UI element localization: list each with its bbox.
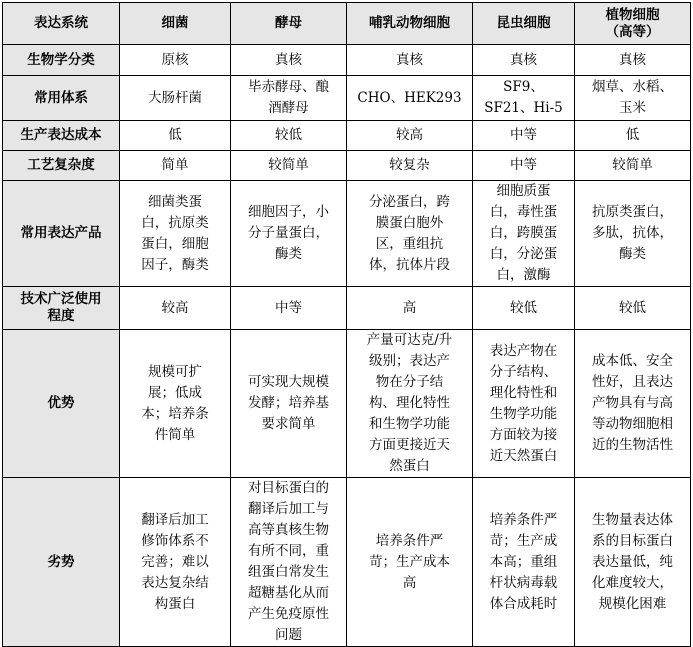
table-cell: 细胞因子，小 分子量蛋白， 酶类 <box>231 181 347 287</box>
table-cell: 对目标蛋白的 翻译后加工与 高等真核生物 有所不同，重 组蛋白常发生 超糖基化从而 产生免疫原性 问题 <box>231 478 347 647</box>
table-cell: 表达产物在 分子结构、 理化特性和 生物学功能 方面较为接 近天然蛋白 <box>473 330 575 478</box>
table-row <box>3 478 691 647</box>
row-label-advantages: 优势 <box>3 330 120 478</box>
table-cell: 毕赤酵母、酿 酒酵母 <box>231 76 347 121</box>
table-cell: 分泌蛋白，跨 膜蛋白胞外 区，重组抗 体，抗体片段 <box>347 181 473 287</box>
table-cell: 较简单 <box>575 151 691 181</box>
table-cell: 真核 <box>473 45 575 76</box>
table-cell: 细菌类蛋 白，抗原类 蛋白，细胞 因子，酶类 <box>120 181 231 287</box>
row-label-process-complexity: 工艺复杂度 <box>3 151 120 181</box>
row-label-classification: 生物学分类 <box>3 45 120 76</box>
table-cell: 较高 <box>120 287 231 330</box>
table-cell: 高 <box>347 287 473 330</box>
table-row <box>3 151 691 181</box>
table-cell: 烟草、水稻、 玉米 <box>575 76 691 121</box>
table-cell: 翻译后加工 修饰体系不 完善；难以 表达复杂结 构蛋白 <box>120 478 231 647</box>
table-cell: CHO、HEK293 <box>347 76 473 121</box>
table-row <box>3 287 691 330</box>
table-cell: 规模可扩 展；低成 本；培养条 件简单 <box>120 330 231 478</box>
header-plant-cell: 植物细胞 （高等） <box>575 3 691 45</box>
table-cell: 真核 <box>575 45 691 76</box>
table-cell: 培养条件严 苛；生产成本 高 <box>347 478 473 647</box>
table-cell: 抗原类蛋白， 多肽，抗体， 酶类 <box>575 181 691 287</box>
header-yeast: 酵母 <box>231 3 347 45</box>
table-cell: SF9、 SF21、Hi-5 <box>473 76 575 121</box>
header-bacteria: 细菌 <box>120 3 231 45</box>
table-cell: 培养条件严 苛；生产成 本高；重组 杆状病毒载 体合成耗时 <box>473 478 575 647</box>
table-cell: 产量可达克/升 级别；表达产 物在分子结 构、理化特性 和生物学功能 方面更接近天 然蛋白 <box>347 330 473 478</box>
table-cell: 低 <box>575 121 691 151</box>
table-cell: 真核 <box>347 45 473 76</box>
table-cell: 低 <box>120 121 231 151</box>
table-cell: 细胞质蛋 白，毒性蛋 白，跨膜蛋 白，分泌蛋 白，激酶 <box>473 181 575 287</box>
table-row <box>3 330 691 478</box>
table-row <box>3 121 691 151</box>
row-label-common-systems: 常用体系 <box>3 76 120 121</box>
table-cell: 真核 <box>231 45 347 76</box>
table-row <box>3 76 691 121</box>
table-cell: 较高 <box>347 121 473 151</box>
row-label-adoption: 技术广泛使用 程度 <box>3 287 120 330</box>
expression-system-comparison-table <box>2 2 691 647</box>
table-cell: 较低 <box>231 121 347 151</box>
table-cell: 大肠杆菌 <box>120 76 231 121</box>
table-cell: 成本低、安全 性好，且表达 产物具有与高 等动物细胞相 近的生物活性 <box>575 330 691 478</box>
table-cell: 中等 <box>231 287 347 330</box>
table-cell: 较简单 <box>231 151 347 181</box>
table-cell: 较低 <box>473 287 575 330</box>
table-cell: 较低 <box>575 287 691 330</box>
header-expression-system: 表达系统 <box>3 3 120 45</box>
table-cell: 较复杂 <box>347 151 473 181</box>
table-row <box>3 181 691 287</box>
header-mammalian-cell: 哺乳动物细胞 <box>347 3 473 45</box>
table-cell: 中等 <box>473 121 575 151</box>
table-row <box>3 45 691 76</box>
row-label-common-products: 常用表达产品 <box>3 181 120 287</box>
table-cell: 中等 <box>473 151 575 181</box>
table-cell: 生物量表达体 系的目标蛋白 表达量低，纯 化难度较大， 规模化困难 <box>575 478 691 647</box>
row-label-disadvantages: 劣势 <box>3 478 120 647</box>
table-cell: 可实现大规模 发酵；培养基 要求简单 <box>231 330 347 478</box>
table-cell: 简单 <box>120 151 231 181</box>
row-label-production-cost: 生产表达成本 <box>3 121 120 151</box>
header-insect-cell: 昆虫细胞 <box>473 3 575 45</box>
table-cell: 原核 <box>120 45 231 76</box>
header-row <box>3 3 691 45</box>
